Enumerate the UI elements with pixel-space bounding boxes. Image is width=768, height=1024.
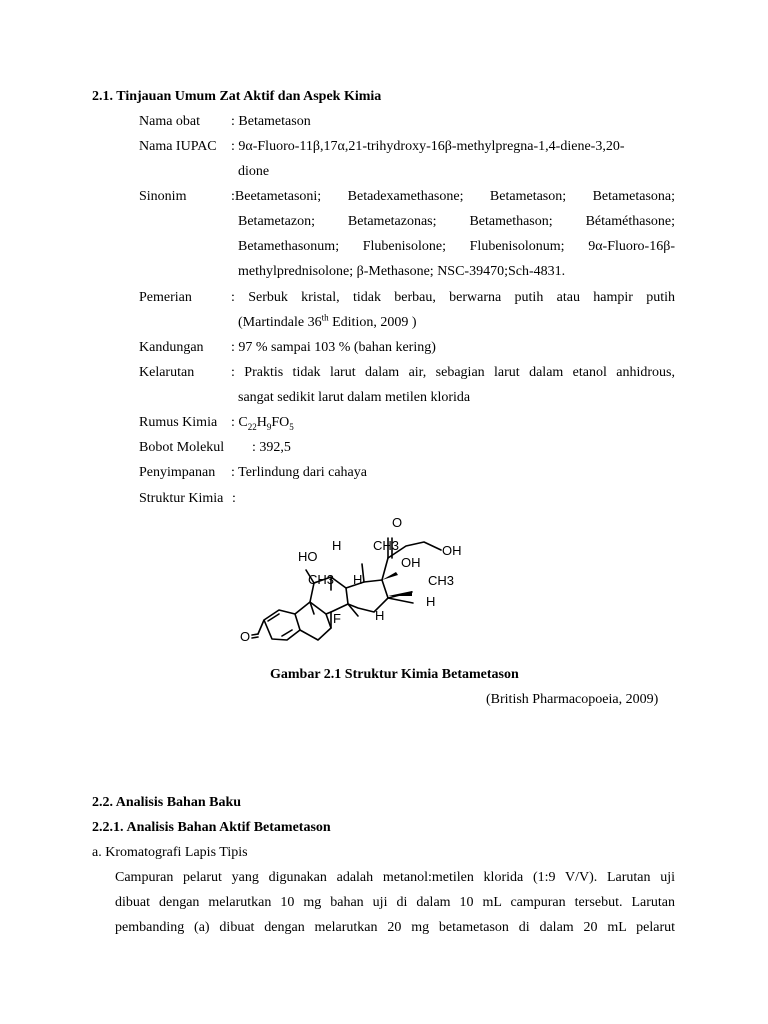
label-ho: HO: [298, 549, 318, 564]
figure-source: (British Pharmacopoeia, 2009): [486, 692, 659, 707]
penyimpanan-value: : Terlindung dari cahaya: [231, 465, 367, 480]
pemerian-sup: th: [321, 312, 329, 323]
kandungan-label: Kandungan: [139, 340, 204, 355]
pemerian-ref: (Martindale 36: [238, 315, 322, 330]
rumus-value: [231, 415, 294, 431]
label-ch3-c: CH3: [308, 572, 335, 587]
kandungan-value: : 97 % sampai 103 % (bahan kering): [231, 340, 436, 355]
betamethasone-structure: [238, 512, 478, 648]
iupac-value-line1: : 9α-Fluoro-11β,17α,21-trihydroxy-16β-methylpregna-1,4-diene-3,20-: [231, 139, 625, 154]
list-item-a: a. Kromatografi Lapis Tipis: [92, 845, 248, 860]
rumus-sub-c: 22: [247, 421, 257, 432]
nama-obat-value: : Betametason: [231, 114, 311, 129]
label-h-14: H: [375, 608, 385, 623]
rumus-sub-o: 5: [289, 421, 294, 432]
rumus-c: : C: [231, 415, 248, 430]
nama-obat-label: Nama obat: [139, 114, 201, 129]
section-heading-22: 2.2. Analisis Bahan Baku: [92, 795, 242, 810]
label-o-top: O: [392, 515, 403, 530]
label-ch3-top: CH3: [373, 538, 400, 553]
rumus-h: H: [256, 415, 267, 430]
sinonim-value-line4: methylprednisolone; β-Methasone; NSC-39470;Sch-4831.: [238, 264, 566, 279]
sinonim-value-line1: :Beetametasoni; Betadexamethasone; Betametason; Betametasona;: [231, 189, 675, 204]
figure-caption: Gambar 2.1 Struktur Kimia Betametason: [270, 667, 519, 682]
kelarutan-value-line1: : Praktis tidak larut dalam air, sebagian larut dalam etanol anhidrous,: [231, 365, 675, 380]
iupac-value-line2: dione: [238, 164, 270, 179]
sinonim-label: Sinonim: [139, 189, 187, 204]
paragraph-line-1: Campuran pelarut yang digunakan adalah metanol:metilen klorida (1:9 V/V). Larutan uji: [115, 870, 675, 885]
penyimpanan-label: Penyimpanan: [139, 465, 216, 480]
label-f: F: [333, 611, 341, 626]
paragraph-line-2: dibuat dengan melarutkan 10 mg bahan uji di dalam 10 mL campuran tersebut. Larutan: [115, 895, 675, 910]
rumus-fo: FO: [271, 415, 290, 430]
rumus-sub-h: 9: [266, 421, 272, 432]
subsection-heading: [92, 820, 331, 836]
label-h-c: H: [353, 572, 363, 587]
sinonim-value-line2: Betametazon; Betametazonas; Betamethason; Bétaméthasone;: [238, 214, 675, 229]
bobot-label: Bobot Molekul: [139, 440, 225, 455]
pemerian-value-line2: [238, 312, 417, 331]
section-heading: 2.1. Tinjauan Umum Zat Aktif dan Aspek Kimia: [92, 89, 382, 104]
pemerian-ref-end: Edition, 2009 ): [328, 315, 417, 330]
pemerian-value-line1: : Serbuk kristal, tidak berbau, berwarna putih atau hampir putih: [231, 290, 675, 305]
kelarutan-value-line2: sangat sedikit larut dalam metilen klorida: [238, 390, 471, 405]
label-oh-side: OH: [442, 543, 462, 558]
struktur-label: Struktur Kimia: [139, 491, 224, 506]
label-h-top: H: [332, 538, 342, 553]
subsection-number: 2.2.1.: [92, 820, 124, 835]
paragraph-line-3: pembanding (a) dibuat dengan melarutkan 20 mg betametason di dalam 20 mL pelarut: [115, 920, 675, 935]
subsection-title: Analisis Bahan Aktif Betametason: [126, 820, 331, 835]
sinonim-value-line3: Betamethasonum; Flubenisolone; Flubenisolonum; 9α-Fluoro-16β-: [238, 239, 675, 254]
bobot-value: : 392,5: [252, 440, 291, 455]
pemerian-label: Pemerian: [139, 290, 192, 305]
label-o-3: O: [240, 629, 251, 644]
struktur-colon: :: [232, 491, 236, 506]
label-oh-17: OH: [401, 555, 421, 570]
label-h-16: H: [426, 594, 436, 609]
label-ch3-16: CH3: [428, 573, 455, 588]
rumus-label: Rumus Kimia: [139, 415, 218, 430]
iupac-label: Nama IUPAC: [139, 139, 217, 154]
kelarutan-label: Kelarutan: [139, 365, 195, 380]
